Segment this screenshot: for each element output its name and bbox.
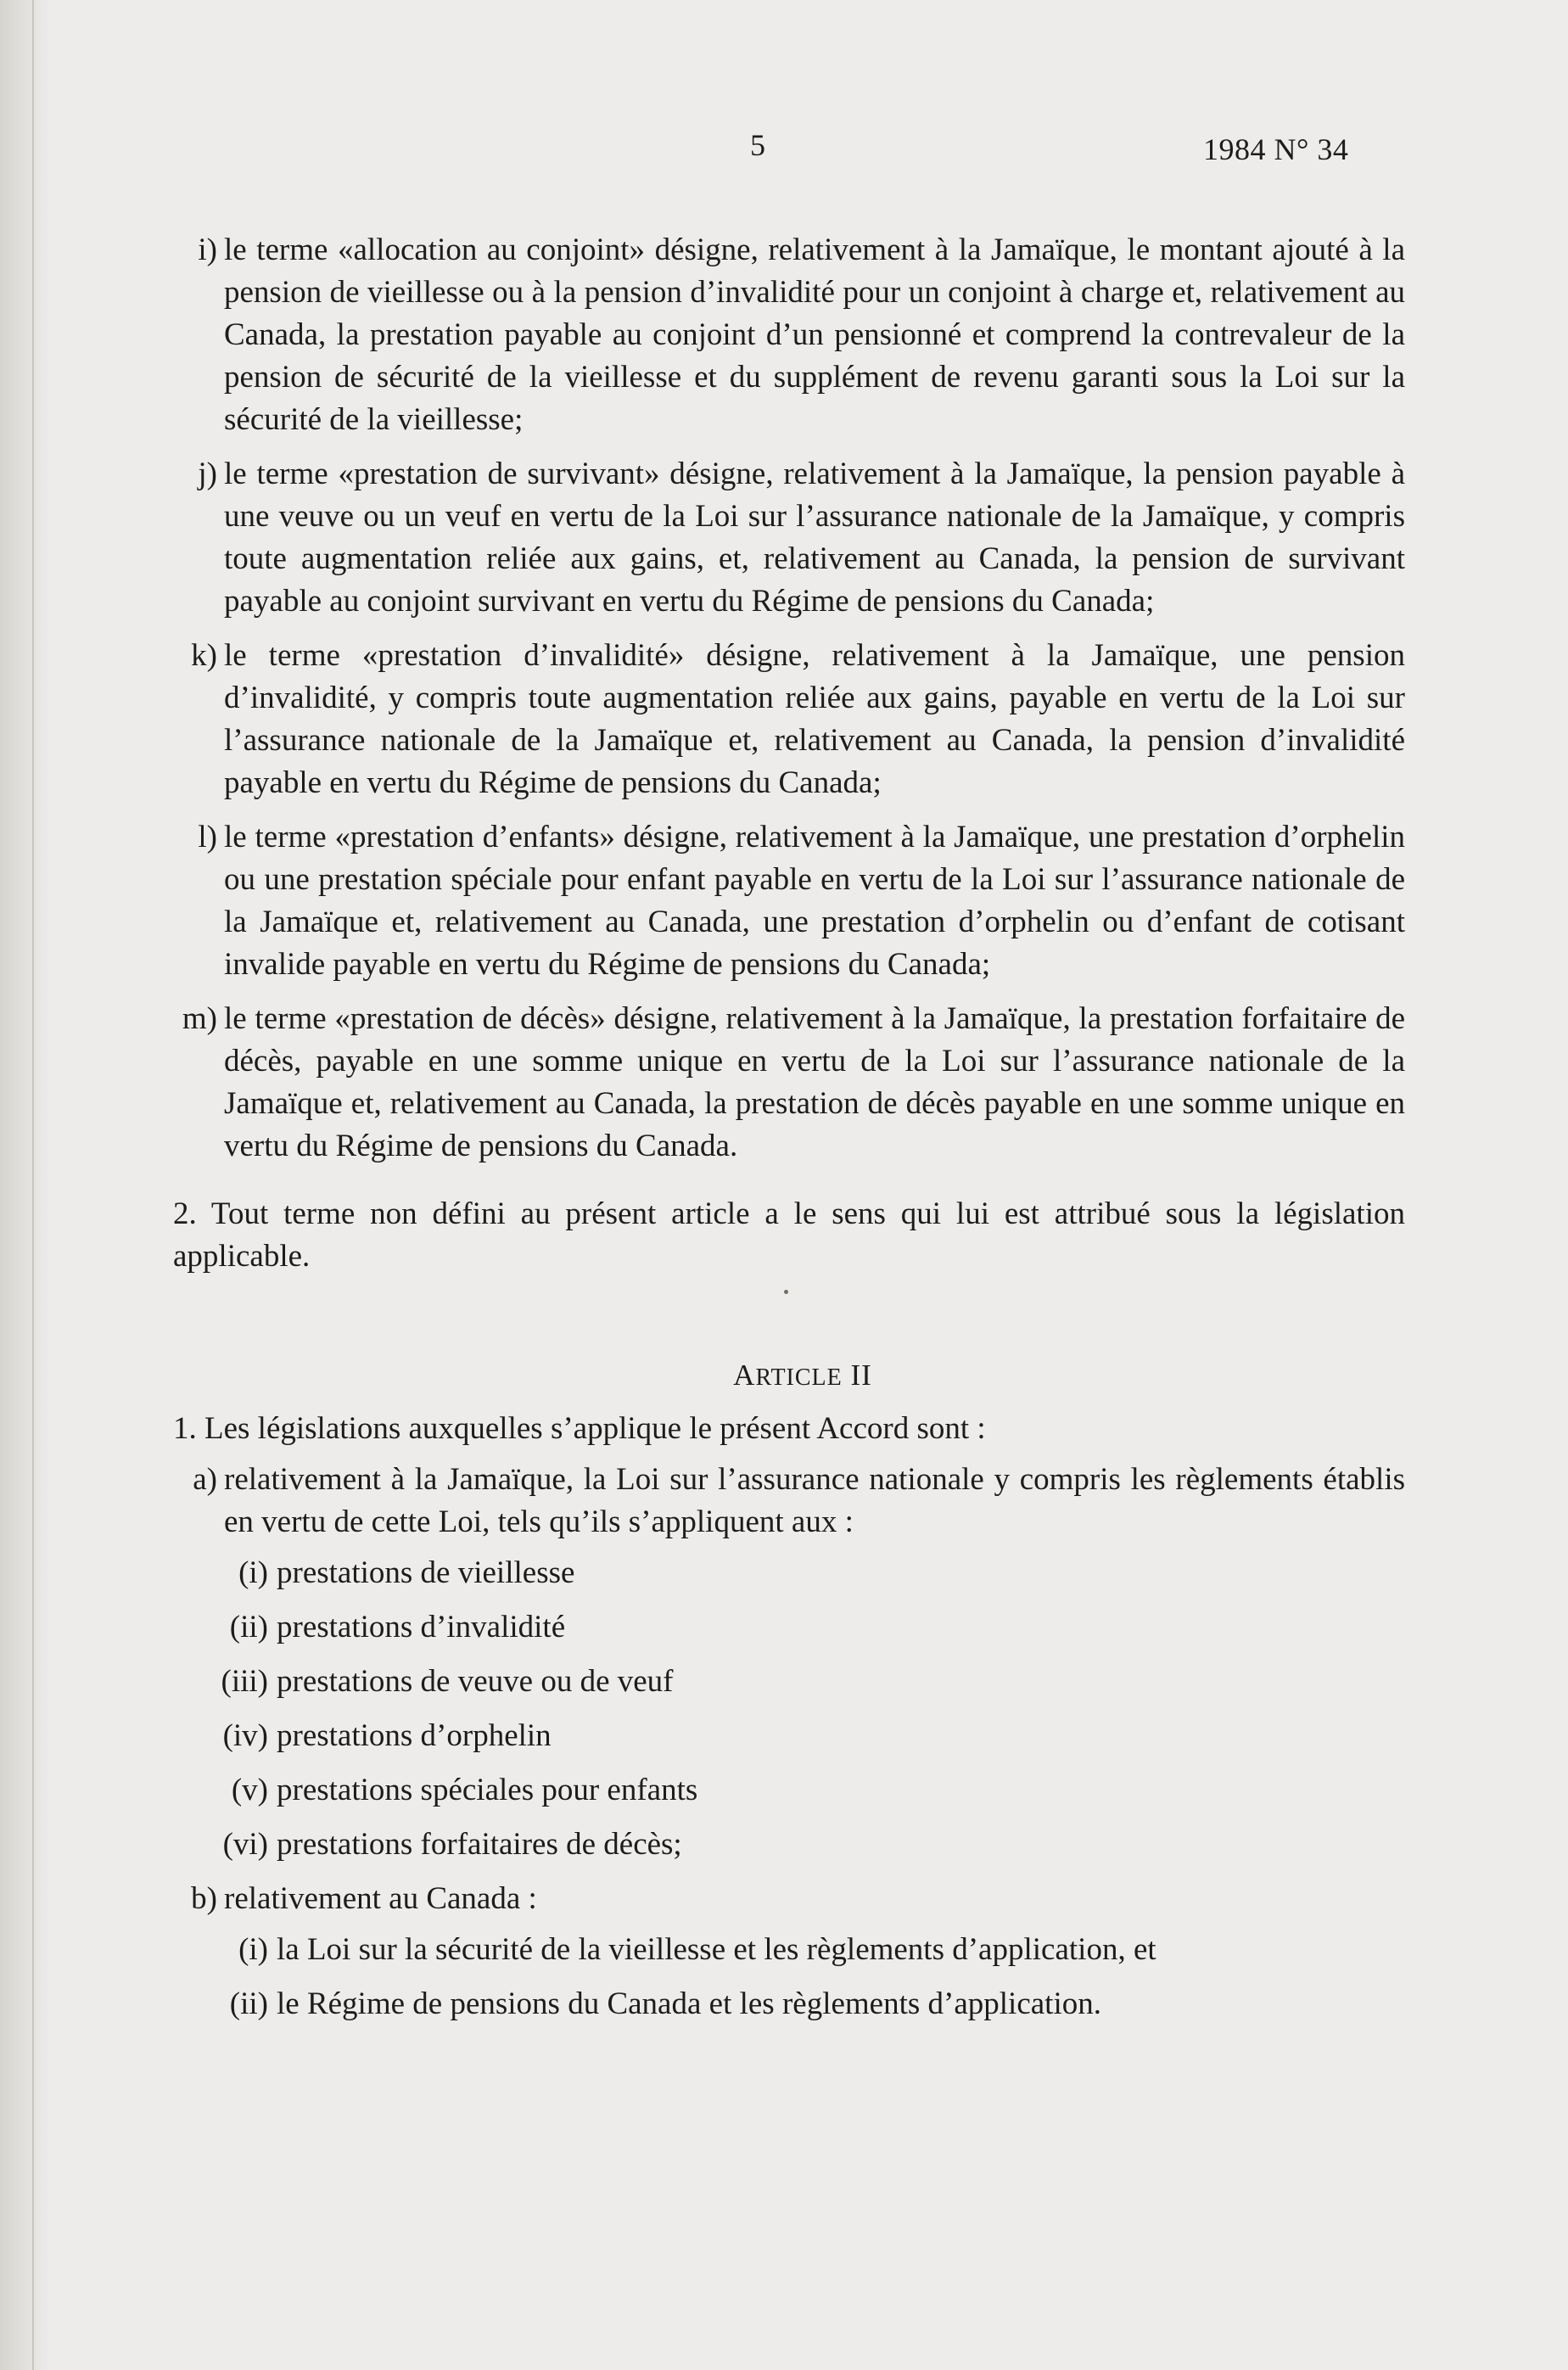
- item-text: prestations spéciales pour enfants: [277, 1773, 698, 1807]
- clause-a-item: [166, 1769, 1405, 1812]
- clause-a-item: [166, 1824, 1405, 1866]
- definition-label: m): [182, 1001, 217, 1036]
- item-label: (i): [238, 1932, 268, 1967]
- item-label: (i): [238, 1555, 268, 1590]
- definition-j: [166, 453, 1405, 623]
- heading-initial: A: [733, 1359, 756, 1392]
- document-reference: 1984 N° 34: [1203, 132, 1349, 166]
- clause-b-item: [166, 1929, 1405, 1971]
- item-label: (v): [231, 1773, 268, 1807]
- definition-text: le terme «allocation au conjoint» désigne, relativement à la Jamaïque, le montant ajouté à la pension de vieillesse ou à la pension d’invalidité pour un conjoint à charge et, relativement au Canada, la prestation payable au conjoint d’un pensionné et comprend la contrevaleur de la pension de sécurité de la vieillesse et du supplément de revenu garanti sous la Loi sur la sécurité de la vieillesse;: [224, 233, 1405, 437]
- definition-m: [166, 998, 1405, 1168]
- page-gutter-shadow: [0, 0, 51, 2370]
- section-separator: [166, 1278, 1405, 1354]
- clause-a-item: [166, 1552, 1405, 1594]
- clause-a-item: [166, 1606, 1405, 1649]
- page-number: 5: [750, 128, 765, 162]
- definition-label: l): [198, 820, 217, 854]
- item-label: (iv): [222, 1718, 268, 1753]
- item-label: (ii): [229, 1610, 268, 1644]
- definition-text: le terme «prestation de survivant» désigne, relativement à la Jamaïque, la pension payable à une veuve ou un veuf en vertu de la Loi sur l’assurance nationale de la Jamaïque, y compris toute augmentation reliée aux gains, et, relativement au Canada, la pension de survivant payable au conjoint survivant en vertu du Régime de pensions du Canada;: [224, 457, 1405, 619]
- item-text: prestations forfaitaires de décès;: [277, 1827, 682, 1862]
- heading-number: II: [850, 1359, 872, 1392]
- item-text: prestations d’invalidité: [277, 1610, 566, 1644]
- page-fold-line: [32, 0, 34, 2370]
- item-text: la Loi sur la sécurité de la vieillesse et les règlements d’application, et: [277, 1932, 1156, 1967]
- definition-k: [166, 635, 1405, 804]
- definition-label: j): [198, 457, 217, 491]
- item-text: prestations de vieillesse: [277, 1555, 575, 1590]
- clause-b: [166, 1878, 1405, 1920]
- paragraph-2: 2. Tout terme non défini au présent article a le sens qui lui est attribué sous la législation applicable.: [173, 1196, 1405, 1274]
- clause-a-item: [166, 1715, 1405, 1757]
- definition-l: [166, 816, 1405, 986]
- document-body: [166, 229, 1405, 2037]
- definition-text: le terme «prestation d’enfants» désigne, relativement à la Jamaïque, une prestation d’orphelin ou une prestation spéciale pour enfant payable en vertu de la Loi sur l’assurance nationale de la Jamaïque et, relativement au Canada, une prestation d’orphelin ou d’enfant de cotisant invalide payable en vertu du Régime de pensions du Canada;: [224, 820, 1405, 982]
- definition-text: le terme «prestation de décès» désigne, relativement à la Jamaïque, la prestation forfaitaire de décès, payable en une somme unique en vertu de la Loi sur l’assurance nationale de la Jamaïque et, relativement au Canada, la prestation de décès payable en une somme unique en vertu du Régime de pensions du Canada.: [224, 1001, 1405, 1163]
- clause-a: [166, 1459, 1405, 1544]
- clause-text: relativement à la Jamaïque, la Loi sur l’assurance nationale y compris les règlements établis en vertu de cette Loi, tels qu’ils s’appliquent aux :: [224, 1462, 1405, 1539]
- item-label: (vi): [222, 1827, 268, 1862]
- item-label: (iii): [221, 1664, 268, 1699]
- item-text: prestations d’orphelin: [277, 1718, 552, 1753]
- definition-text: le terme «prestation d’invalidité» désigne, relativement à la Jamaïque, une pension d’invalidité, y compris toute augmentation reliée aux gains, payable en vertu de la Loi sur l’assurance nationale de la Jamaïque et, relativement au Canada, la pension d’invalidité payable en vertu du Régime de pensions du Canada;: [224, 638, 1405, 800]
- article-heading: [166, 1354, 1405, 1399]
- clause-text: relativement au Canada :: [224, 1881, 537, 1916]
- definition-label: k): [191, 638, 217, 673]
- article-paragraph-1: 1. Les législations auxquelles s’applique le présent Accord sont :: [173, 1411, 986, 1446]
- definition-i: [166, 229, 1405, 441]
- definition-label: i): [198, 233, 217, 267]
- item-text: le Régime de pensions du Canada et les règlements d’application.: [277, 1986, 1101, 2021]
- heading-small-caps: RTICLE: [755, 1364, 843, 1391]
- clause-label: b): [191, 1881, 217, 1916]
- clause-a-item: [166, 1661, 1405, 1703]
- clause-b-item: [166, 1983, 1405, 2025]
- item-label: (ii): [229, 1986, 268, 2021]
- clause-label: a): [193, 1462, 217, 1497]
- separator-dot: [784, 1290, 788, 1294]
- item-text: prestations de veuve ou de veuf: [277, 1664, 674, 1699]
